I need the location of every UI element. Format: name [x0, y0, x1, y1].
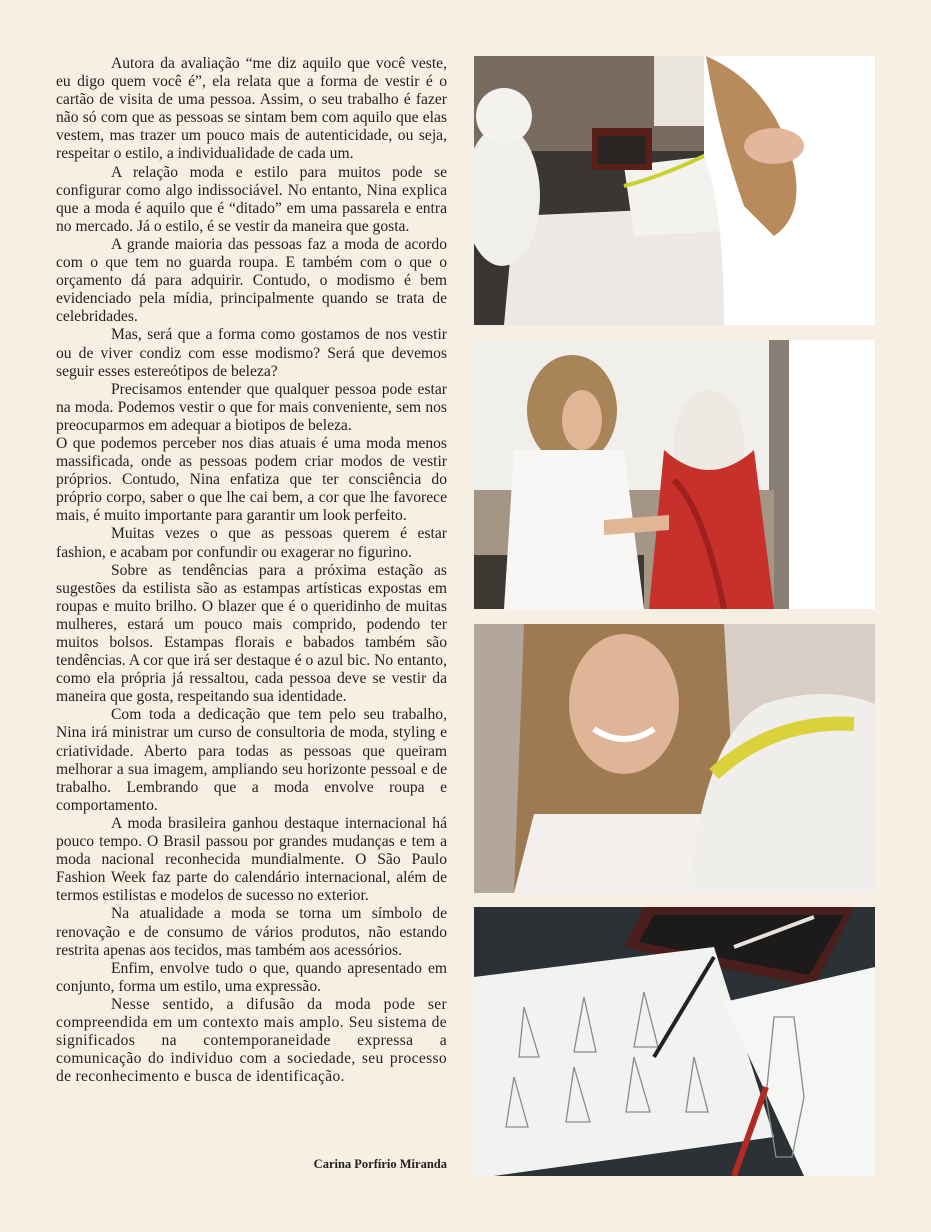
article-paragraph: Nesse sentido, a difusão da moda pode ser compreendida em um contexto mais amplo. Seu sistema de significados na contemporaneidade expressa a comunicação do individuo com a sociedade, seu processo de reconhecimento e busca de identificação.: [56, 995, 447, 1086]
article-paragraph: A moda brasileira ganhou destaque internacional há pouco tempo. O Brasil passou por grandes mudanças e tem a moda nacional reconhecida mundialmente. O São Paulo Fashion Week faz parte do calendário internacional, além de termos estilistas e modelos de sucesso no exterior.: [56, 814, 447, 905]
article-paragraph: Autora da avaliação “me diz aquilo que você veste, eu digo quem você é”, ela relata que a forma de vestir é o cartão de visita de uma pessoa. Assim, o seu trabalho é fazer não só com que as pessoas se sintam bem com aquilo que elas vestem, mas trazer um pouco mais de autenticidade, ou seja, respeitar o estilo, a individualidade de cada um.: [56, 55, 447, 163]
article-paragraph: Sobre as tendências para a próxima estação as sugestões da estilista são as estampas artísticas expostas em roupas e muito brilho. O blazer que é o queridinho de muitas mulheres, estará um pouco mais comprido, podendo ter muitos bolsos. Estampas florais e babados também são tendências. A cor que irá ser destaque é o azul bic. No entanto, como ela própria já ressaltou, cada pessoa deve se vestir da maneira que gosta, respeitando sua identidade.: [56, 561, 447, 706]
article-paragraph: O que podemos perceber nos dias atuais é uma moda menos massificada, onde as pessoas podem criar modos de vestir próprios. Contudo, Nina enfatiza que ter consciência do próprio corpo, saber o que lhe cai bem, a cor que lhe favorece mais, é muito importante para garantir um look perfeito.: [56, 434, 447, 525]
photo-designer-sketching-at-desk-with-dog: [474, 56, 875, 325]
photo-fashion-sketches-and-pencils: [474, 907, 875, 1176]
article-paragraph: Muitas vezes o que as pessoas querem é estar fashion, e acabam por confundir ou exagerar no figurino.: [56, 525, 447, 561]
article-body: [56, 55, 447, 1086]
article-paragraph: A relação moda e estilo para muitos pode se configurar como algo indissociável. No entanto, Nina explica que a moda é aquilo que é “ditado” em uma passarela e entra no mercado. Já o estilo, é se vestir da maneira que gosta.: [56, 163, 447, 235]
article-paragraph: Com toda a dedicação que tem pelo seu trabalho, Nina irá ministrar um curso de consultoria de moda, styling e criatividade. Aberto para todas as pessoas que queiram melhorar a sua imagem, ampliando seu horizonte pessoal e de trabalho. Lembrando que a moda envolve roupa e comportamento.: [56, 706, 447, 814]
article-paragraph: Enfim, envolve tudo o que, quando apresentado em conjunto, forma um estilo, uma expressão.: [56, 959, 447, 995]
article-paragraph: A grande maioria das pessoas faz a moda de acordo com o que tem no guarda roupa. E também com o que o orçamento dá para adquirir. Contudo, o modismo é bem evidenciado pela mídia, principalmente quando se trata de celebridades.: [56, 235, 447, 326]
article-paragraph: Precisamos entender que qualquer pessoa pode estar na moda. Podemos vestir o que for mais conveniente, sem nos preocuparmos em adequar a biotipos de beleza.: [56, 380, 447, 434]
photo-smiling-designer-with-measuring-tape: [474, 624, 875, 893]
article-paragraph: Mas, será que a forma como gostamos de nos vestir ou de viver condiz com esse modismo? Será que devemos seguir esses estereótipos de beleza?: [56, 326, 447, 380]
author-byline: Carina Porfírio Miranda: [313, 1157, 447, 1171]
photo-designer-draping-red-dress-on-mannequin: [474, 340, 875, 609]
article-paragraph: Na atualidade a moda se torna um símbolo de renovação e de consumo de vários produtos, não estando restrita apenas aos tecidos, mas também aos acessórios.: [56, 905, 447, 959]
